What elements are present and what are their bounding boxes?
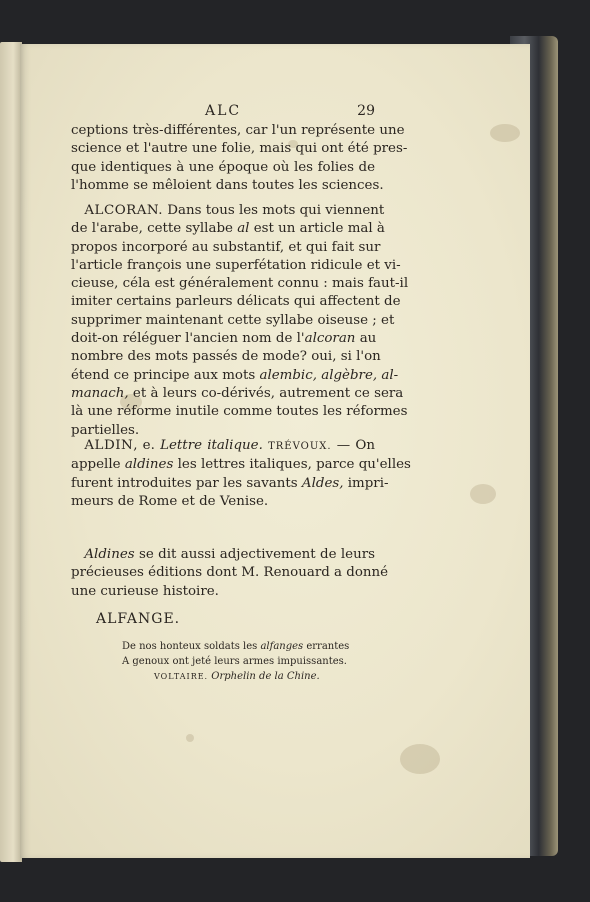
text-line: nombre des mots passés de mode? oui, si l'on [71,349,381,365]
text-line: partielles. [71,422,140,438]
text-line: science et l'autre une folie, mais qui ont été pres- [71,141,408,157]
text-line: Aldines se dit aussi adjectivement de leurs [84,547,375,562]
text-line: furent introduites par les savants Aldes, impri- [71,475,389,491]
foxing-spot [400,744,440,774]
text-line: propos incorporé au substantif, et qui fait sur [71,239,381,255]
facing-page-edge [0,42,22,862]
running-head: ALC [205,103,242,119]
entry-alfange-headword: ALFANGE. [96,611,181,627]
source-abbrev: TRÉVOUX. [268,441,332,452]
text-line: cieuse, céla est généralement connu : mais faut-il [71,276,409,292]
page-header [205,103,375,123]
text-line: meurs de Rome et de Venise. [71,493,269,509]
text-line: imiter certains parleurs délicats qui affectent de [71,294,401,310]
quotation-source: VOLTAIRE. Orphelin de la Chine. [154,671,320,682]
text-line: ALCORAN. Dans tous les mots qui viennent [84,203,385,218]
text-line: là une réforme inutile comme toutes les réformes [71,404,408,420]
text-line: supprimer maintenant cette syllabe oiseuse ; et [71,312,395,328]
verse-line: A genoux ont jeté leurs armes impuissantes. [122,656,347,667]
text-line: précieuses éditions dont M. Renouard a donné [71,565,389,581]
text-line: appelle aldines les lettres italiques, parce qu'elles [71,457,411,473]
entry-aldin [71,437,411,511]
paragraph-continuation [71,122,408,195]
headword: ALCORAN. [84,203,164,218]
foxing-spot [186,734,194,742]
entry-aldines [71,546,389,601]
foxing-spot [490,124,520,142]
text-line: ALDIN, e. Lettre italique. TRÉVOUX. — On [84,438,375,453]
text-line: l'homme se mêloient dans toutes les sciences. [71,177,384,193]
text-line: ceptions très-différentes, car l'un représente une [71,123,405,138]
text-line: de l'arabe, cette syllabe al est un article mal à [71,221,385,237]
foxing-spot [470,484,496,504]
page-number: 29 [357,103,375,119]
text-line: doit-on réléguer l'ancien nom de l'alcoran au [71,331,377,347]
text-line: étend ce principe aux mots alembic, algèbre, al- [71,367,399,383]
text-line: l'article françois une superfétation ridicule et vi- [71,257,401,273]
text-line: une curieuse histoire. [71,583,219,599]
verse-quotation [122,639,402,684]
text-line: que identiques à une époque où les folies de [71,159,375,175]
verse-line: De nos honteux soldats les alfanges errantes [122,641,350,652]
text-line: manach, et à leurs co-dérivés, autrement ce sera [71,385,404,401]
headword: ALDIN [84,438,134,453]
entry-alcoran [71,202,409,440]
